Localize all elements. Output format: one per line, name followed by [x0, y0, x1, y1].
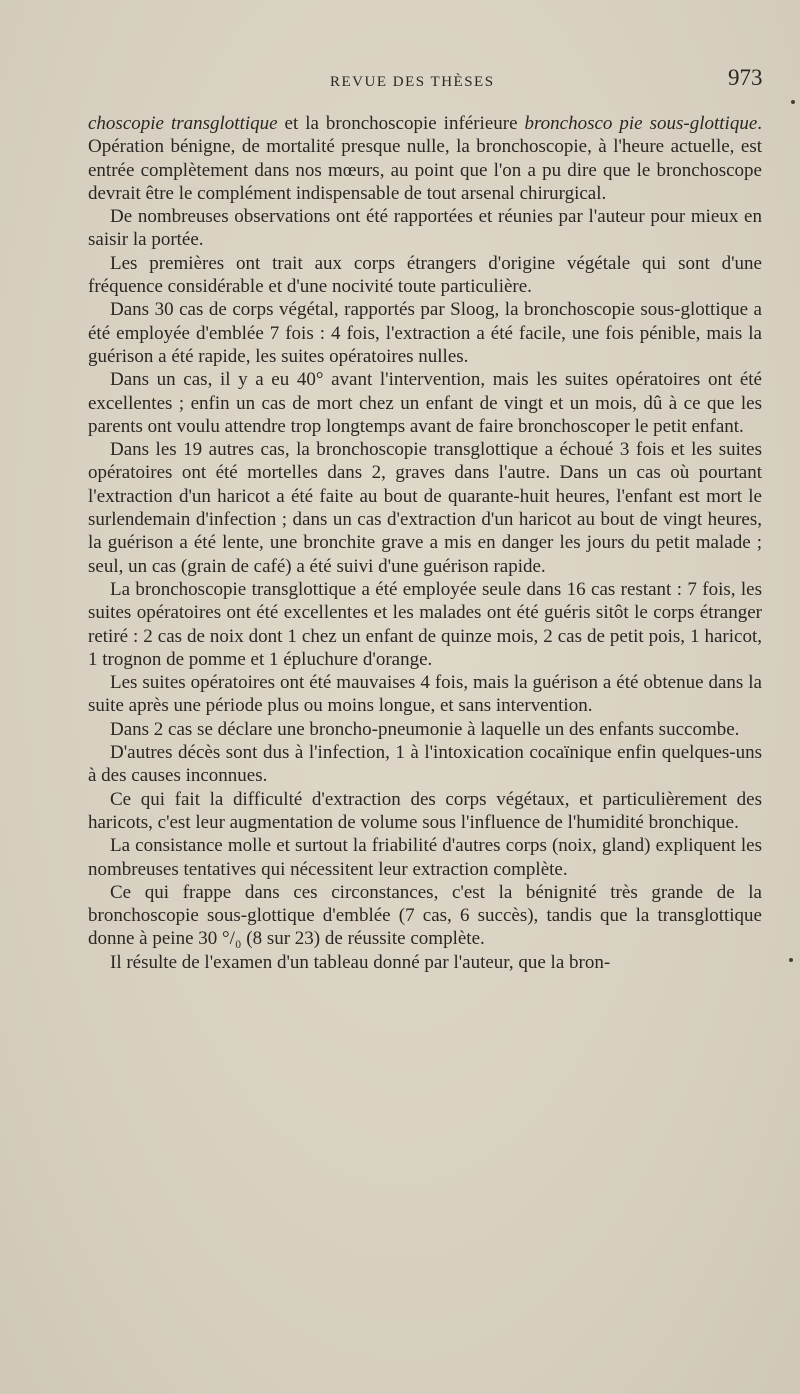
paragraph-10: D'autres décès sont dus à l'infection, 1 à l'intoxication cocaïnique enfin quelques-uns à des causes inconnues.: [88, 742, 762, 787]
paragraph-9: Dans 2 cas se déclare une broncho-pneumonie à laquelle un des enfants succombe.: [110, 718, 740, 740]
paragraph-7: La bronchoscopie transglottique a été employée seule dans 16 cas restant : 7 fois, les suites opératoires ont été excellentes et les malades ont été guéris sitôt le corps étranger retiré : 2 cas de noix dont 1 chez un enfant de quinze mois, 2 cas de petit pois, 1 haricot, 1 trognon de pomme et 1 épluchure d'orange.: [88, 578, 762, 670]
paragraph-1: [88, 112, 762, 205]
paragraph-1-text-a: et la bronchoscopie inférieure: [277, 113, 525, 134]
paragraph-5: Dans un cas, il y a eu 40° avant l'intervention, mais les suites opératoires ont été excellentes ; enfin un cas de mort chez un enfant de vingt et un mois, dû à ce que les parents ont voulu attendre trop longtemps avant de faire bronchoscoper le petit enfant.: [88, 369, 762, 437]
body-text: [88, 112, 762, 974]
paragraph-13: Ce qui frappe dans ces circonstances, c'est la bénignité très grande de la bronchoscopie sous-glottique d'emblée (7 cas, 6 succès), tandis que la transglottique donne à peine 30 °/₀ (8 sur 23) de réussite complète.: [88, 881, 762, 950]
paragraph-12: La consistance molle et surtout la friabilité d'autres corps (noix, gland) expliquent les nombreuses tentatives qui nécessitent leur extraction complète.: [88, 835, 762, 880]
ink-speck: [791, 100, 795, 104]
italic-term-2: bronchosco pie sous-glottique: [524, 113, 758, 134]
paragraph-8: Les suites opératoires ont été mauvaises 4 fois, mais la guérison a été obtenue dans la suite après une période plus ou moins longue, et sans intervention.: [88, 672, 762, 717]
paragraph-14: Il résulte de l'examen d'un tableau donné par l'auteur, que la bron-: [110, 951, 611, 973]
paragraph-6: Dans les 19 autres cas, la bronchoscopie transglottique a échoué 3 fois et les suites opératoires ont été mortelles dans 2, graves dans l'autre. Dans un cas où pourtant l'extraction d'un haricot a été faite au bout de quarante-huit heures, l'enfant est mort le surlendemain d'infection ; dans un cas d'extraction d'un haricot au bout de vingt heures, la guérison a été lente, une bronchite grave a mis en danger les jours du petit malade ; seul, un cas (grain de café) a été suivi d'une guérison rapide.: [88, 439, 762, 577]
paragraph-11: Ce qui fait la difficulté d'extraction des corps végétaux, et particulièrement des haricots, c'est leur augmentation de volume sous l'influence de l'humidité bronchique.: [88, 788, 762, 833]
paragraph-1-text-b: . Opération bénigne, de mortalité presque nulle, la bronchoscopie, à l'heure actuelle, est entrée complètement dans nos mœurs, au point que l'on a pu dire que le bronchoscope devrait être le complément indispensable de tout arsenal chirurgical.: [88, 113, 763, 204]
running-head: REVUE DES THÈSES: [330, 74, 495, 90]
ink-speck: [789, 958, 793, 962]
page-header: [0, 62, 800, 92]
paragraph-3: Les premières ont trait aux corps étrangers d'origine végétale qui sont d'une fréquence considérable et d'une nocivité toute particulière.: [88, 252, 762, 298]
paragraph-4: Dans 30 cas de corps végétal, rapportés par Sloog, la bronchoscopie sous-glottique a été employée d'emblée 7 fois : 4 fois, l'extraction a été facile, une fois pénible, mais la guérison a été rapide, les suites opératoires nulles.: [88, 299, 762, 367]
page-number: 973: [728, 65, 763, 90]
paragraph-2: De nombreuses observations ont été rapportées et réunies par l'auteur pour mieux en saisir la portée.: [88, 206, 762, 251]
italic-term-1: choscopie transglottique: [88, 113, 278, 134]
